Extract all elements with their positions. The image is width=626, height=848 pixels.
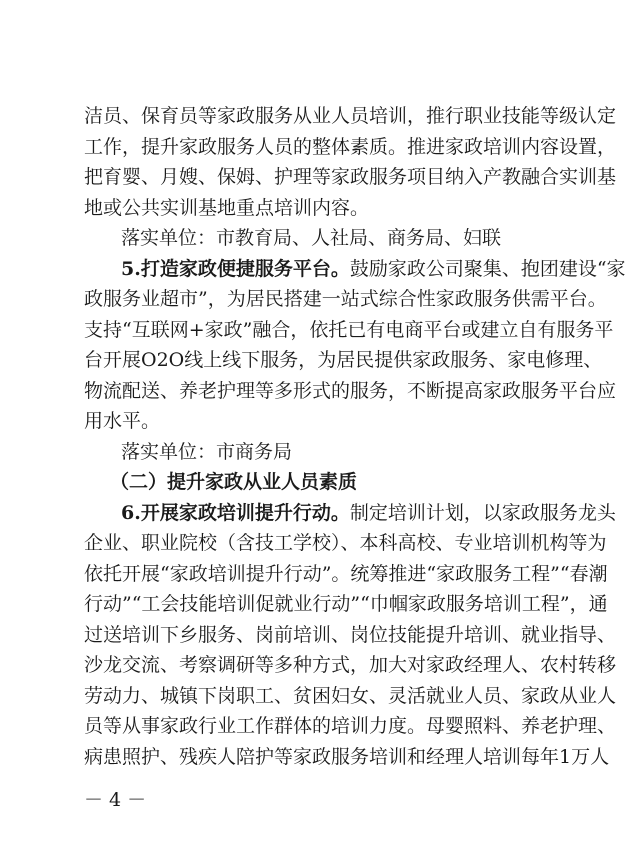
item-6-first-line bbox=[121, 501, 616, 525]
paragraph-line: 物流配送、养老护理等多形式的服务，不断提高家政服务平台应 bbox=[84, 380, 617, 402]
paragraph-line: 工作，提升家政服务人员的整体素质。推进家政培训内容设置， bbox=[84, 136, 617, 158]
paragraph-line: 用水平。 bbox=[84, 410, 161, 432]
item-5-first-line bbox=[121, 257, 626, 281]
section-heading: （二）提升家政从业人员素质 bbox=[110, 471, 358, 493]
paragraph-line: 支持“互联网+家政”融合，依托已有电商平台或建立自有服务平 bbox=[84, 319, 614, 341]
paragraph-line: 病患照护、残疾人陪护等家政服务培训和经理人培训每年1万人 bbox=[84, 746, 610, 768]
implementing-units: 落实单位：市教育局、人社局、商务局、妇联 bbox=[121, 227, 502, 249]
paragraph-line: 地或公共实训基地重点培训内容。 bbox=[84, 197, 370, 219]
paragraph-line: 依托开展“家政培训提升行动”。统筹推进“家政服务工程”“春潮 bbox=[84, 563, 608, 585]
paragraph-line: 台开展O2O线上线下服务，为居民提供家政服务、家电修理、 bbox=[84, 349, 603, 371]
paragraph-line: 过送培训下乡服务、岗前培训、岗位技能提升培训、就业指导、 bbox=[84, 624, 617, 646]
paragraph-line: 行动”“工会技能培训促就业行动”“巾帼家政服务培训工程”，通 bbox=[84, 593, 608, 615]
item-5-heading: 5.打造家政便捷服务平台。 bbox=[121, 258, 350, 280]
item-6-text: 制定培训计划，以家政服务龙头 bbox=[349, 502, 616, 524]
paragraph-line: 沙龙交流、考察调研等多种方式，加大对家政经理人、农村转移 bbox=[84, 654, 617, 676]
page-number: － 4 － bbox=[84, 789, 147, 811]
paragraph-line: 员等从事家政行业工作群体的培训力度。母婴照料、养老护理、 bbox=[84, 715, 617, 737]
paragraph-line: 政服务业超市”，为居民搭建一站式综合性家政服务供需平台。 bbox=[84, 288, 607, 310]
paragraph-line: 洁员、保育员等家政服务从业人员培训，推行职业技能等级认定 bbox=[84, 105, 617, 127]
paragraph-line: 企业、职业院校（含技工学校）、本科高校、专业培训机构等为 bbox=[84, 532, 607, 554]
item-6-heading: 6.开展家政培训提升行动。 bbox=[121, 502, 350, 524]
item-5-text: 鼓励家政公司聚集、抱团建设“家 bbox=[349, 258, 626, 280]
implementing-units: 落实单位：市商务局 bbox=[121, 441, 293, 463]
paragraph-line: 劳动力、城镇下岗职工、贫困妇女、灵活就业人员、家政从业人 bbox=[84, 685, 617, 707]
paragraph-line: 把育婴、月嫂、保姆、护理等家政服务项目纳入产教融合实训基 bbox=[84, 166, 617, 188]
